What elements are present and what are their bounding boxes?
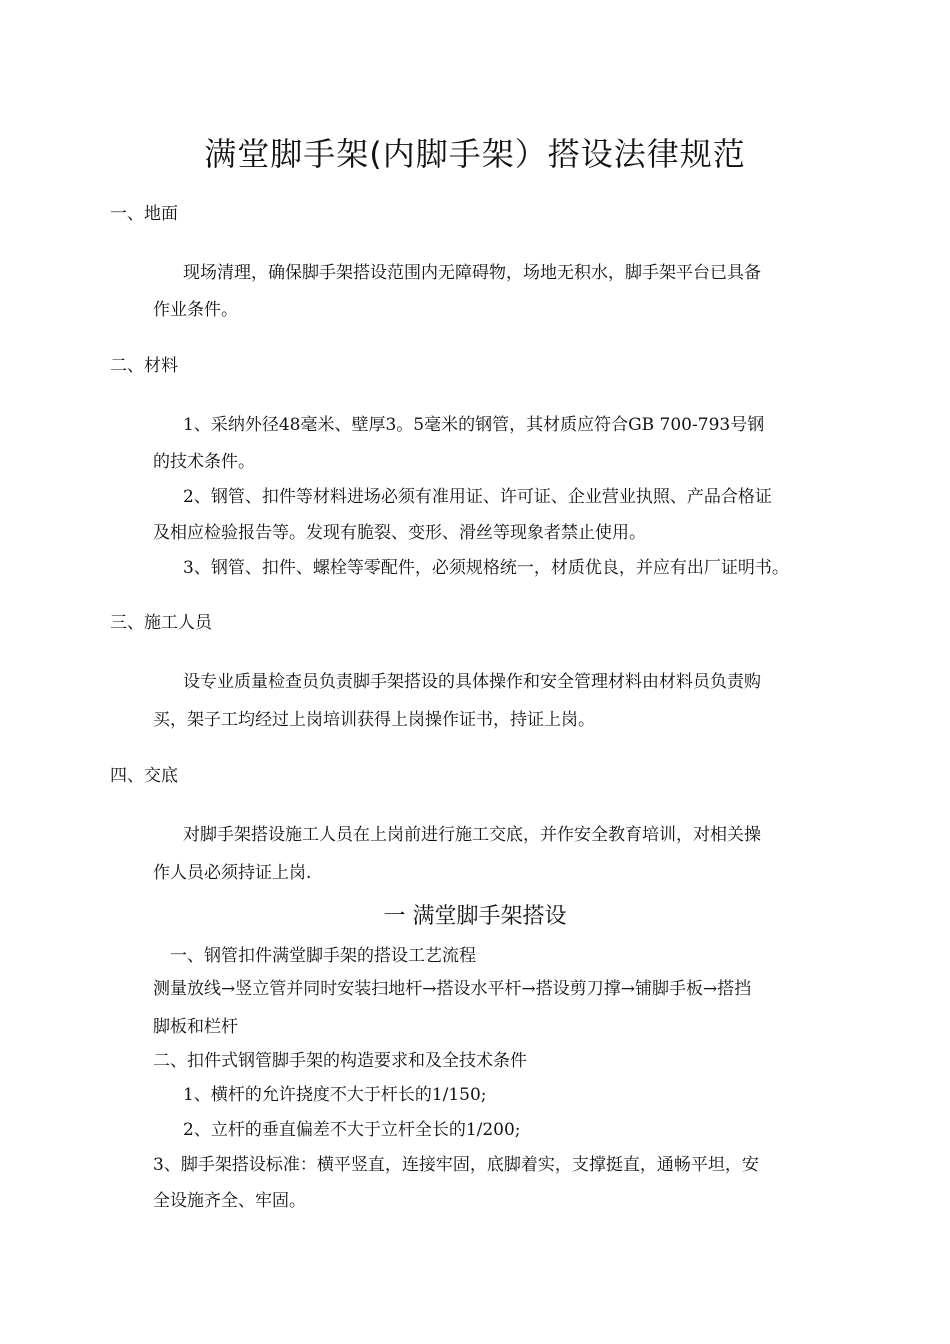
paragraph-line: 二、扣件式钢管脚手架的构造要求和及全技术条件: [153, 1051, 527, 1071]
paragraph-line: 全设施齐全、牢固。: [153, 1191, 306, 1211]
paragraph-line: 1、采纳外径48毫米、壁厚3。5毫米的钢管，其材质应符合GB 700-793号钢: [183, 415, 765, 435]
section-heading-personnel: 三、施工人员: [110, 613, 212, 633]
paragraph-line: 买，架子工均经过上岗培训获得上岗操作证书，持证上岗。: [153, 710, 595, 730]
paragraph-line: 3、钢管、扣件、螺栓等零配件，必须规格统一，材质优良，并应有出厂证明书。: [183, 558, 789, 578]
paragraph-line: 2、钢管、扣件等材料进场必须有准用证、许可证、企业营业执照、产品合格证: [183, 487, 772, 507]
section-heading-briefing: 四、交底: [110, 766, 178, 786]
section-heading-ground: 一、地面: [110, 204, 178, 224]
paragraph-line: 1、横杆的允许挠度不大于杆长的1/150;: [183, 1085, 487, 1105]
paragraph-line: 脚板和栏杆: [153, 1017, 238, 1037]
paragraph-line: 现场清理，确保脚手架搭设范围内无障碍物，场地无积水，脚手架平台已具备: [183, 263, 761, 283]
paragraph-line: 2、立杆的垂直偏差不大于立杆全长的1/200;: [183, 1120, 521, 1140]
section-heading-materials: 二、材料: [110, 356, 178, 376]
paragraph-line: 一、钢管扣件满堂脚手架的搭设工艺流程: [170, 946, 476, 966]
paragraph-line: 的技术条件。: [153, 452, 255, 472]
document-title: 满堂脚手架(内脚手架）搭设法律规范: [204, 135, 746, 173]
paragraph-line: 3、脚手架搭设标准：横平竖直，连接牢固，底脚着实，支撑挺直，通畅平坦，安: [153, 1155, 759, 1175]
paragraph-line: 作人员必须持证上岗.: [153, 863, 312, 883]
paragraph-line: 测量放线→竖立管并同时安装扫地杆→搭设水平杆→搭设剪刀撑→铺脚手板→搭挡: [153, 979, 752, 999]
paragraph-line: 及相应检验报告等。发现有脆裂、变形、滑丝等现象者禁止使用。: [153, 523, 646, 543]
paragraph-line: 对脚手架搭设施工人员在上岗前进行施工交底，并作安全教育培训，对相关操: [183, 825, 761, 845]
section-title-scaffold-erection: 一 满堂脚手架搭设: [383, 904, 567, 929]
paragraph-line: 设专业质量检查员负责脚手架搭设的具体操作和安全管理材料由材料员负责购: [183, 672, 761, 692]
paragraph-line: 作业条件。: [153, 300, 238, 320]
